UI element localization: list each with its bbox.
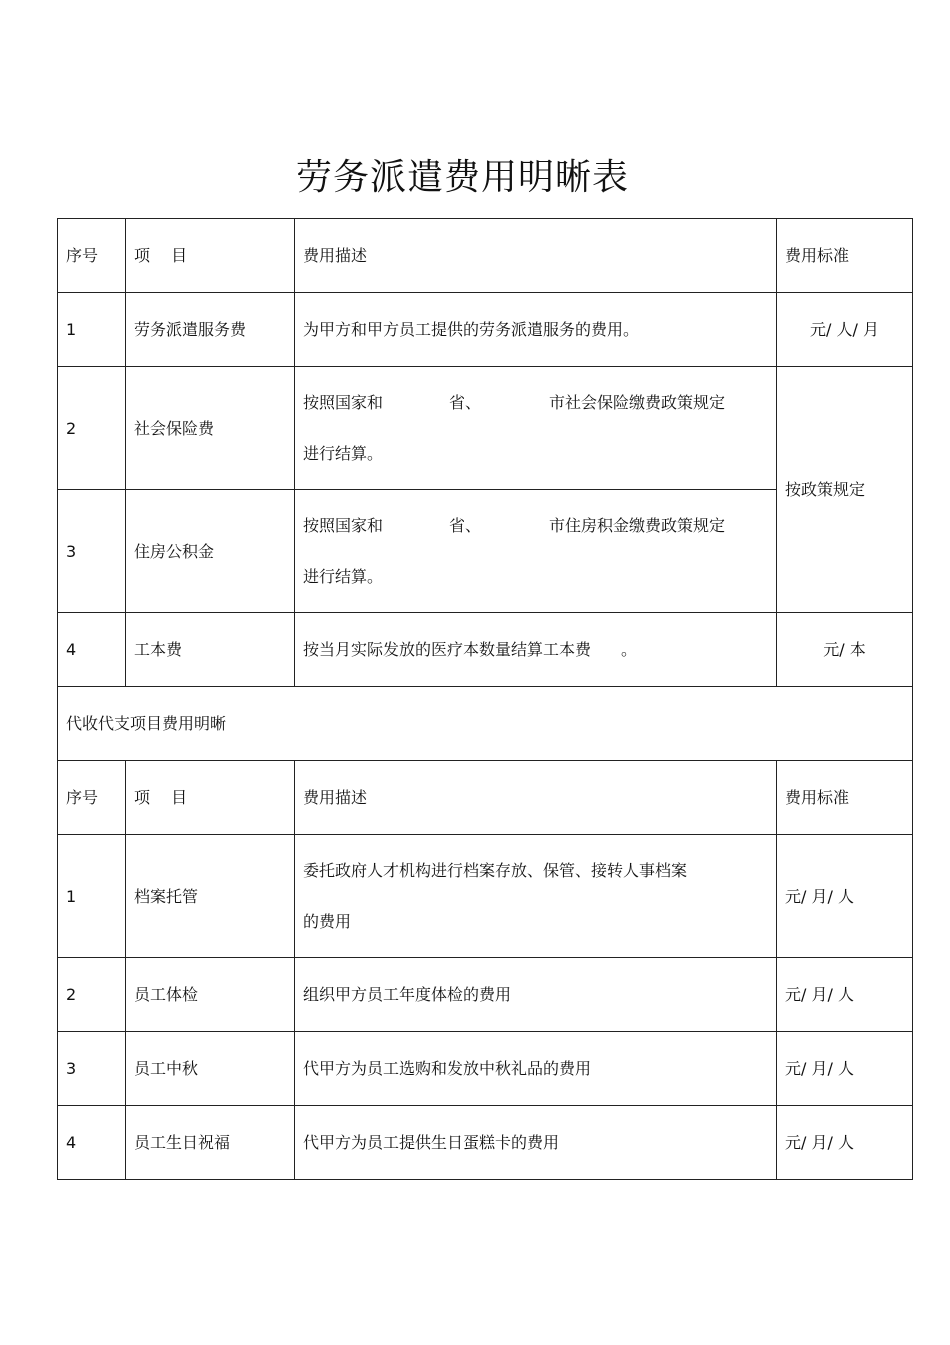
desc-tail: 。: [621, 640, 638, 659]
row-item: 员工中秋: [126, 1032, 295, 1106]
header-no: 序号: [58, 219, 126, 293]
table-header-row: [58, 761, 913, 835]
header-desc: 费用描述: [295, 761, 777, 835]
desc-part: 省、: [449, 516, 482, 535]
desc-part: 市社会保险缴费政策规定: [549, 393, 726, 412]
row-std: 元/ 月/ 人: [777, 958, 913, 1032]
desc-line-1: 委托政府人才机构进行档案存放、保管、接转人事档案: [303, 861, 688, 880]
row-item: 住房公积金: [126, 490, 295, 613]
table-row: [58, 1032, 913, 1106]
desc-line-1: [303, 513, 768, 538]
desc-line-2: 进行结算。: [303, 567, 384, 586]
row-item: 社会保险费: [126, 367, 295, 490]
row-no: 1: [58, 293, 126, 367]
table-header-row: [58, 219, 913, 293]
row-desc: 组织甲方员工年度体检的费用: [295, 958, 777, 1032]
header-desc: 费用描述: [295, 219, 777, 293]
row-item: 档案托管: [126, 835, 295, 958]
row-desc: 代甲方为员工提供生日蛋糕卡的费用: [295, 1106, 777, 1180]
row-std: 元/ 月/ 人: [777, 835, 913, 958]
row-std: 元/ 月/ 人: [777, 1106, 913, 1180]
merged-std: 按政策规定: [777, 367, 913, 613]
row-desc: [295, 613, 777, 687]
row-item: 劳务派遣服务费: [126, 293, 295, 367]
desc-part: 省、: [449, 393, 482, 412]
header-item: 项 目: [126, 219, 295, 293]
table-row: [58, 835, 913, 958]
header-item: 项 目: [126, 761, 295, 835]
row-desc: [295, 367, 777, 490]
section-label: 代收代支项目费用明晰: [58, 687, 913, 761]
document-title: 劳务派遣费用明晰表: [295, 157, 629, 198]
row-no: 1: [58, 835, 126, 958]
desc-line-1: [303, 390, 768, 415]
table-row: [58, 958, 913, 1032]
header-no: 序号: [58, 761, 126, 835]
row-desc: 为甲方和甲方员工提供的劳务派遣服务的费用。: [295, 293, 777, 367]
table-row: [58, 293, 913, 367]
desc-line-2: 的费用: [303, 912, 352, 931]
desc-line-2: 进行结算。: [303, 444, 384, 463]
table-row: [58, 1106, 913, 1180]
header-std: 费用标准: [777, 219, 913, 293]
desc-part: 按照国家和: [303, 393, 384, 412]
row-no: 3: [58, 490, 126, 613]
desc-part: 按照国家和: [303, 516, 384, 535]
row-std: 元/ 人/ 月: [777, 293, 913, 367]
row-desc: [295, 490, 777, 613]
table-row: [58, 367, 913, 490]
row-std: 元/ 月/ 人: [777, 1032, 913, 1106]
section-row: [58, 687, 913, 761]
row-item: 员工生日祝福: [126, 1106, 295, 1180]
desc-part: 市住房积金缴费政策规定: [549, 516, 726, 535]
table-row: [58, 613, 913, 687]
header-std: 费用标准: [777, 761, 913, 835]
row-no: 2: [58, 367, 126, 490]
row-desc: [295, 835, 777, 958]
row-no: 3: [58, 1032, 126, 1106]
row-no: 4: [58, 613, 126, 687]
row-no: 4: [58, 1106, 126, 1180]
row-item: 员工体检: [126, 958, 295, 1032]
row-no: 2: [58, 958, 126, 1032]
row-desc: 代甲方为员工选购和发放中秋礼品的费用: [295, 1032, 777, 1106]
row-item: 工本费: [126, 613, 295, 687]
desc-text: 按当月实际发放的医疗本数量结算工本费: [303, 640, 592, 659]
fee-table: [57, 218, 913, 1180]
row-std: 元/ 本: [777, 613, 913, 687]
